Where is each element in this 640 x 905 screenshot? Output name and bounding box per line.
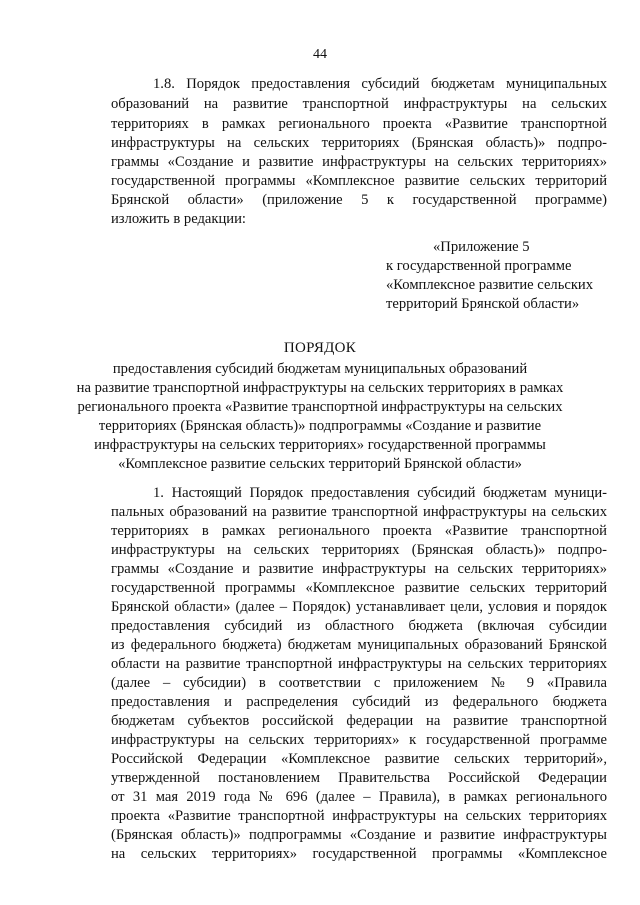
clause-line: бюджетам субъектов российской федерации на развитие транспортной [111, 713, 607, 729]
clause-line: граммы «Создание и развитие инфраструктуры на сельских территориях» [111, 561, 607, 577]
clause-line: территориях в рамках регионального проекта «Развитие транспортной [111, 523, 607, 539]
amendment-line: государственной программы «Комплексное развитие сельских территорий [111, 173, 607, 189]
clause-line: пальных образований на развитие транспортной инфраструктуры на сельских [111, 504, 607, 520]
page-number: 44 [313, 47, 327, 62]
amendment-line: 1.8. Порядок предоставления субсидий бюджетам муниципальных [153, 76, 607, 92]
clause-line: предоставления и распределения субсидий из федерального бюджета [111, 694, 607, 710]
subtitle-line: «Комплексное развитие сельских территорий Брянской области» [118, 456, 522, 472]
appendix-line: «Приложение 5 [433, 239, 530, 255]
appendix-line: «Комплексное развитие сельских [386, 277, 594, 293]
amendment-line: инфраструктуры на сельских территориях (Брянская область)» подпро- [111, 135, 607, 151]
clause-line: Брянской области» (далее – Порядок) устанавливает цели, условия и порядок [111, 599, 607, 615]
clause-line: инфраструктуры на сельских территориях (Брянская область)» подпро- [111, 542, 607, 558]
appendix-line: к государственной программе [386, 258, 572, 274]
clause-line: (Брянская область)» подпрограммы «Создание и развитие инфраструктуры [111, 827, 607, 843]
clause-line: области на развитие транспортной инфраструктуры на сельских территориях [111, 656, 607, 672]
subtitle-line: предоставления субсидий бюджетам муниципальных образований [112, 361, 528, 377]
subtitle-line: инфраструктуры на сельских территориях» государственной программы [94, 437, 546, 453]
subtitle-line: территориях (Брянская область)» подпрограммы «Создание и развитие [98, 418, 542, 434]
clause-line: на сельских территориях» государственной программы «Комплексное [111, 846, 607, 862]
document-title: ПОРЯДОК [283, 340, 357, 356]
subtitle-line: регионального проекта «Развитие транспортной инфраструктуры на сельских [77, 399, 563, 415]
appendix-line: территорий Брянской области» [386, 296, 580, 312]
clause-line: из федерального бюджета) бюджетам муниципальных образований Брянской [111, 637, 607, 653]
clause-line: 1. Настоящий Порядок предоставления субсидий бюджетам муници- [153, 485, 607, 501]
clause-line: государственной программы «Комплексное развитие сельских территорий [111, 580, 607, 596]
amendment-line: изложить в редакции: [111, 211, 246, 227]
amendment-line: граммы «Создание и развитие инфраструктуры на сельских территориях» [111, 154, 607, 170]
clause-line: от 31 мая 2019 года № 696 (далее – Правила), в рамках регионального [111, 789, 607, 805]
clause-line: инфраструктуры на сельских территориях» к государственной программе [111, 732, 607, 748]
amendment-line: образований на развитие транспортной инфраструктуры на сельских [111, 96, 607, 112]
clause-line: проекта «Развитие транспортной инфраструктуры на сельских территориях [111, 808, 607, 824]
clause-line: предоставления субсидий из областного бюджета (включая субсидии [111, 618, 607, 634]
amendment-line: территориях в рамках регионального проекта «Развитие транспортной [111, 116, 607, 132]
clause-line: (далее – субсидии) в соответствии с приложением № 9 «Правила [111, 675, 607, 691]
amendment-line: Брянской области» (приложение 5 к государственной программе) [111, 192, 607, 208]
clause-line: утвержденной постановлением Правительства Российской Федерации [111, 770, 607, 786]
clause-line: Российской Федерации «Комплексное развитие сельских территорий», [111, 751, 607, 767]
subtitle-line: на развитие транспортной инфраструктуры на сельских территориях в рамках [76, 380, 564, 396]
